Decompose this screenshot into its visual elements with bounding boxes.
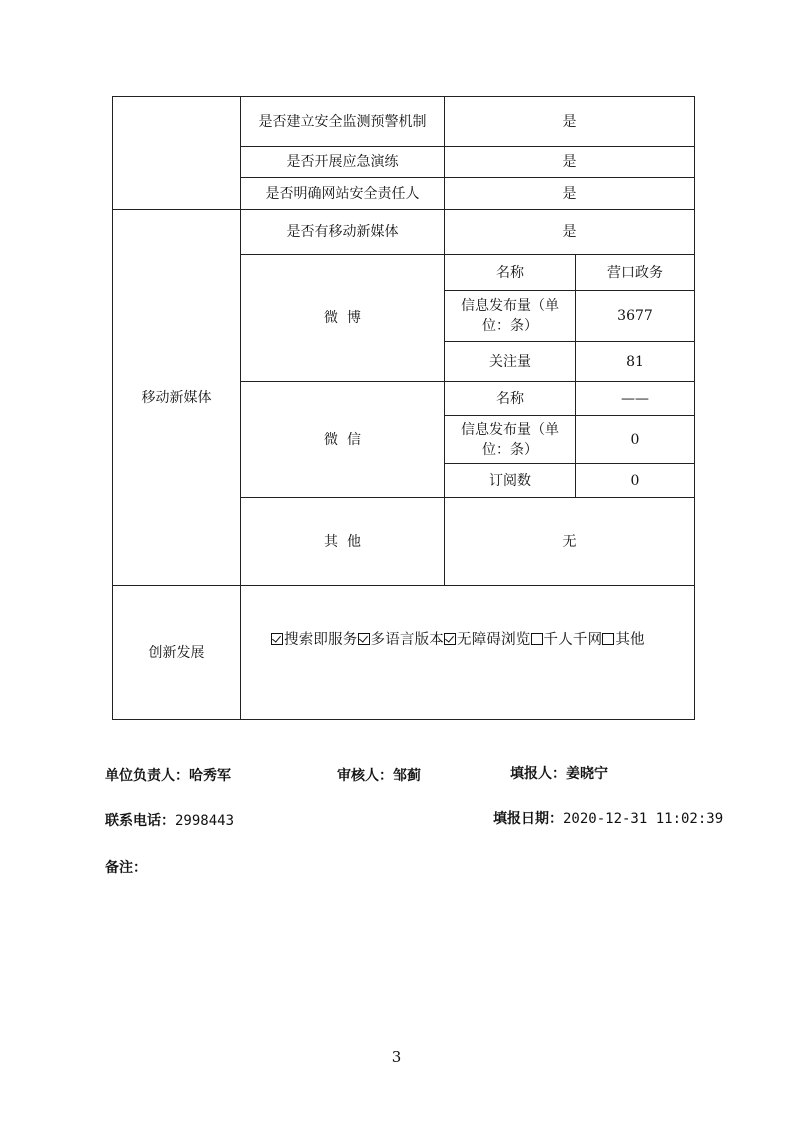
row-has-media bbox=[113, 210, 695, 255]
other-label-cell bbox=[241, 498, 445, 586]
monitoring-label: 是否建立安全监测预警机制 bbox=[258, 113, 427, 130]
drill-value: 是 bbox=[562, 154, 577, 170]
innovation-label-cell bbox=[113, 586, 241, 720]
weibo-followers-label: 关注量 bbox=[489, 353, 531, 370]
other-value: 无 bbox=[562, 533, 577, 550]
new-media-section-label: 移动新媒体 bbox=[141, 389, 212, 406]
wechat-posts-label: 信息发布量（单位：条） bbox=[461, 421, 559, 458]
other-value-cell bbox=[445, 498, 695, 586]
weibo-name-value: 营口政务 bbox=[607, 264, 663, 281]
unit-head bbox=[105, 765, 231, 785]
checkbox-search-as-service[interactable] bbox=[271, 633, 283, 645]
checkbox-other[interactable] bbox=[602, 633, 614, 645]
wechat-posts-label-cell bbox=[445, 416, 576, 464]
reviewer-label: 审核人： bbox=[337, 768, 393, 784]
wechat-posts-value: 0 bbox=[630, 431, 640, 448]
weibo-posts-value: 3677 bbox=[617, 308, 653, 324]
has-media-label: 是否有移动新媒体 bbox=[286, 224, 399, 240]
option-label: 搜索即服务 bbox=[284, 632, 358, 648]
wechat-name-value: —— bbox=[621, 390, 649, 407]
date-value: 2020-12-31 11:02:39 bbox=[563, 811, 724, 827]
wechat-posts-value-cell bbox=[576, 416, 695, 464]
drill-label-cell bbox=[241, 147, 445, 178]
reporter-value: 姜晓宁 bbox=[566, 766, 608, 782]
wechat-name-label-cell bbox=[445, 382, 576, 416]
new-media-section-cell bbox=[113, 210, 241, 586]
reviewer-value: 邹蓟 bbox=[393, 768, 421, 784]
drill-label: 是否开展应急演练 bbox=[286, 154, 399, 170]
has-media-label-cell bbox=[241, 210, 445, 255]
has-media-value: 是 bbox=[562, 224, 577, 240]
wechat-label-cell bbox=[241, 382, 445, 498]
responsible-value-cell bbox=[445, 178, 695, 210]
option-label: 其他 bbox=[615, 632, 645, 648]
drill-value-cell bbox=[445, 147, 695, 178]
reviewer bbox=[337, 765, 421, 785]
weibo-posts-label: 信息发布量（单位：条） bbox=[461, 298, 559, 334]
security-section-cell bbox=[113, 97, 241, 210]
weibo-name-label-cell bbox=[445, 255, 576, 291]
weibo-name-label: 名称 bbox=[496, 264, 524, 281]
wechat-subscribers-value: 0 bbox=[630, 472, 640, 489]
responsible-label-cell bbox=[241, 178, 445, 210]
weibo-posts-value-cell bbox=[576, 291, 695, 342]
wechat-subscribers-label: 订阅数 bbox=[489, 472, 531, 489]
phone-value: 2998443 bbox=[175, 813, 235, 829]
weibo-followers-value: 81 bbox=[626, 353, 644, 370]
option-label: 千人千网 bbox=[543, 632, 603, 648]
innovation-section-label: 创新发展 bbox=[148, 644, 205, 661]
option-label: 无障碍浏览 bbox=[457, 632, 531, 648]
contact-phone bbox=[105, 810, 234, 830]
phone-label: 联系电话： bbox=[105, 813, 175, 829]
weibo-label-cell bbox=[241, 255, 445, 382]
weibo-followers-label-cell bbox=[445, 342, 576, 382]
monitoring-label-cell bbox=[241, 97, 445, 147]
unit-head-value: 哈秀军 bbox=[189, 768, 231, 784]
checkbox-accessibility[interactable] bbox=[444, 633, 456, 645]
innovation-options-cell bbox=[241, 586, 695, 720]
option-label: 多语言版本 bbox=[370, 632, 444, 648]
page-number: 3 bbox=[391, 1048, 402, 1066]
reporter-label: 填报人： bbox=[510, 766, 566, 782]
responsible-label: 是否明确网站安全责任人 bbox=[265, 185, 420, 202]
other-label: 其 他 bbox=[324, 533, 361, 550]
has-media-value-cell bbox=[445, 210, 695, 255]
wechat-subscribers-value-cell bbox=[576, 464, 695, 498]
checkbox-multilingual[interactable] bbox=[358, 633, 370, 645]
remarks-label: 备注： bbox=[105, 860, 147, 876]
remarks bbox=[105, 857, 147, 877]
report-table bbox=[112, 96, 695, 720]
row-monitoring bbox=[113, 97, 695, 147]
reporter bbox=[510, 763, 608, 783]
date-label: 填报日期： bbox=[493, 811, 563, 827]
weibo-name-value-cell bbox=[576, 255, 695, 291]
checkbox-personalized-sites[interactable] bbox=[531, 633, 543, 645]
responsible-value: 是 bbox=[562, 185, 577, 202]
wechat-subscribers-label-cell bbox=[445, 464, 576, 498]
innovation-options bbox=[241, 630, 690, 650]
wechat-label: 微 信 bbox=[324, 431, 361, 448]
unit-head-label: 单位负责人： bbox=[105, 768, 189, 784]
row-innovation bbox=[113, 586, 695, 720]
weibo-label: 微 博 bbox=[324, 310, 361, 326]
report-date bbox=[493, 808, 723, 828]
monitoring-value: 是 bbox=[562, 113, 577, 130]
wechat-name-value-cell bbox=[576, 382, 695, 416]
weibo-followers-value-cell bbox=[576, 342, 695, 382]
wechat-name-label: 名称 bbox=[496, 390, 524, 407]
monitoring-value-cell bbox=[445, 97, 695, 147]
weibo-posts-label-cell bbox=[445, 291, 576, 342]
